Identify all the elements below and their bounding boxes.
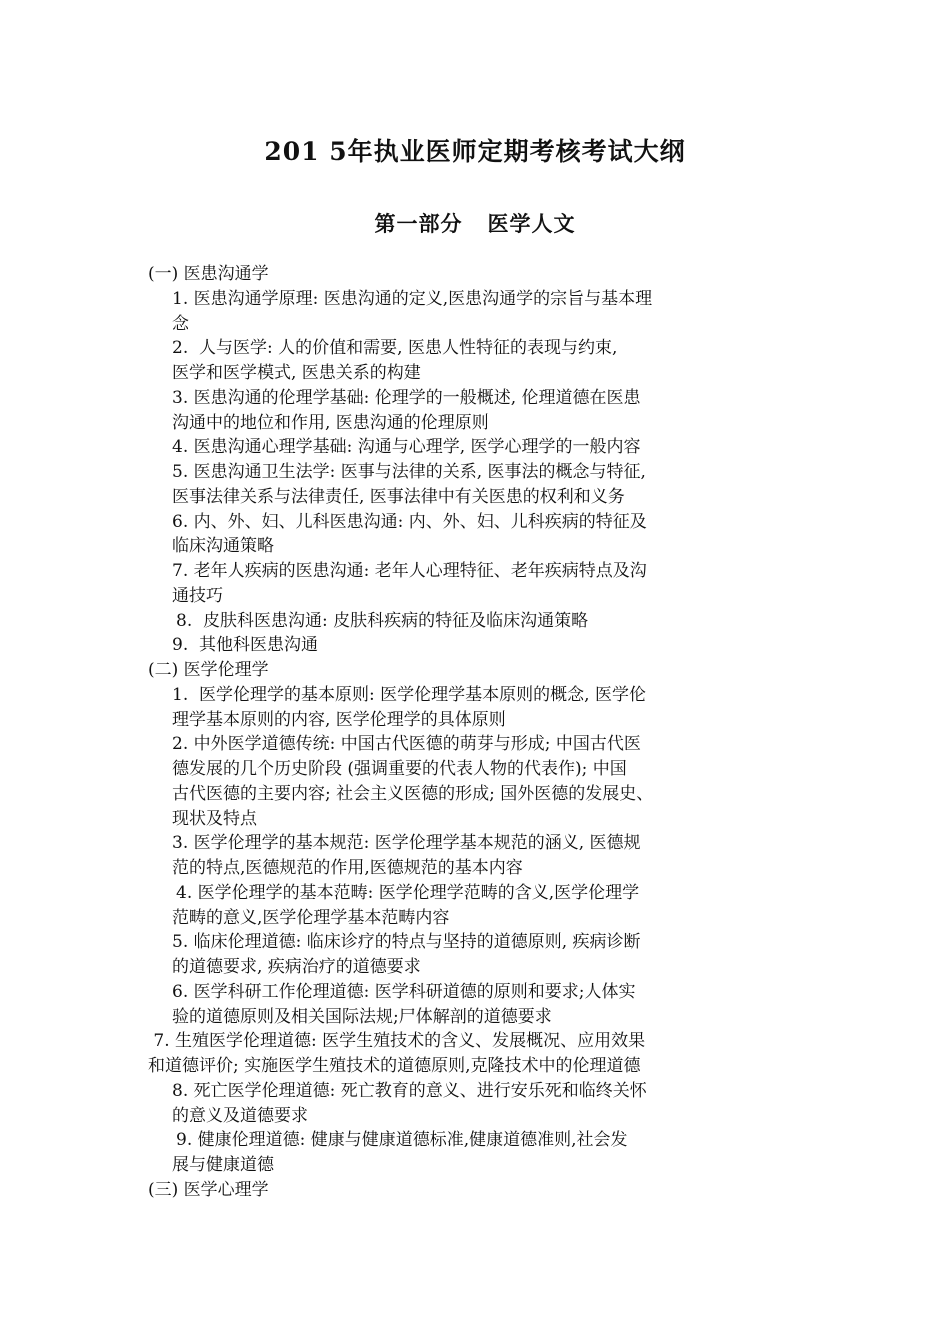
- part-title: 第一部分 医学人文: [374, 211, 576, 236]
- outline-line: 3. 医学伦理学的基本规范: 医学伦理学基本规范的涵义, 医德规: [172, 833, 641, 854]
- outline-line: 2. 人与医学: 人的价值和需要, 医患人性特征的表现与约束,: [172, 338, 618, 359]
- outline-line: 1. 医患沟通学原理: 医患沟通的定义,医患沟通学的宗旨与基本理: [172, 288, 653, 309]
- outline-line: 8. 死亡医学伦理道德: 死亡教育的意义、进行安乐死和临终关怀: [172, 1080, 647, 1101]
- outline-line: 现状及特点: [172, 808, 257, 829]
- section-heading: (二) 医学伦理学: [148, 660, 269, 680]
- outline-line: 6. 内、外、妇、儿科医患沟通: 内、外、妇、儿科疾病的特征及: [172, 511, 647, 532]
- outline-line: 1. 医学伦理学的基本原则: 医学伦理学基本原则的概念, 医学伦: [172, 684, 646, 705]
- outline-line: 验的道德原则及相关国际法规;尸体解剖的道德要求: [172, 1006, 552, 1027]
- outline-body: [148, 262, 818, 1203]
- outline-line: 念: [172, 313, 189, 334]
- outline-line: 的意义及道德要求: [172, 1105, 308, 1126]
- outline-line: 古代医德的主要内容; 社会主义医德的形成; 国外医德的发展史、: [172, 783, 654, 804]
- section-heading: (一) 医患沟通学: [148, 264, 269, 284]
- outline-line: 4. 医学伦理学的基本范畴: 医学伦理学范畴的含义,医学伦理学: [176, 882, 640, 903]
- outline-line: 范畴的意义,医学伦理学基本范畴内容: [172, 907, 450, 928]
- outline-line: 9. 健康伦理道德: 健康与健康道德标准,健康道德准则,社会发: [176, 1130, 628, 1151]
- document-title: 201 5年执业医师定期考核考试大纲: [264, 137, 686, 166]
- outline-line: 理学基本原则的内容, 医学伦理学的具体原则: [172, 709, 506, 730]
- outline-line: 和道德评价; 实施医学生殖技术的道德原则,克隆技术中的伦理道德: [148, 1056, 641, 1076]
- outline-line: 8. 皮肤科医患沟通: 皮肤科疾病的特征及临床沟通策略: [176, 610, 589, 631]
- outline-line: 9. 其他科医患沟通: [172, 635, 319, 656]
- outline-line: 的道德要求, 疾病治疗的道德要求: [172, 957, 421, 977]
- outline-line: 5. 临床伦理道德: 临床诊疗的特点与坚持的道德原则, 疾病诊断: [172, 932, 641, 953]
- outline-line: 医学和医学模式, 医患关系的构建: [172, 363, 421, 383]
- outline-line: 范的特点,医德规范的作用,医德规范的基本内容: [172, 858, 523, 878]
- outline-line: 3. 医患沟通的伦理学基础: 伦理学的一般概述, 伦理道德在医患: [172, 387, 641, 408]
- outline-line: 7. 生殖医学伦理道德: 医学生殖技术的含义、发展概况、应用效果: [148, 1031, 646, 1052]
- section-heading: (三) 医学心理学: [148, 1179, 269, 1200]
- outline-line: 展与健康道德: [172, 1155, 274, 1175]
- outline-line: 5. 医患沟通卫生法学: 医事与法律的关系, 医事法的概念与特征,: [172, 462, 646, 482]
- outline-line: 临床沟通策略: [172, 536, 274, 557]
- outline-line: 德发展的几个历史阶段 (强调重要的代表人物的代表作); 中国: [172, 759, 627, 779]
- outline-line: 4. 医患沟通心理学基础: 沟通与心理学, 医学心理学的一般内容: [172, 437, 641, 458]
- outline-line: 医事法律关系与法律责任, 医事法律中有关医患的权利和义务: [172, 486, 625, 507]
- outline-line: 6. 医学科研工作伦理道德: 医学科研道德的原则和要求;人体实: [172, 981, 636, 1002]
- outline-line: 沟通中的地位和作用, 医患沟通的伦理原则: [172, 412, 489, 433]
- outline-line: 通技巧: [172, 585, 223, 606]
- outline-line: 2. 中外医学道德传统: 中国古代医德的萌芽与形成; 中国古代医: [172, 734, 641, 755]
- outline-line: 7. 老年人疾病的医患沟通: 老年人心理特征、老年疾病特点及沟: [172, 561, 647, 581]
